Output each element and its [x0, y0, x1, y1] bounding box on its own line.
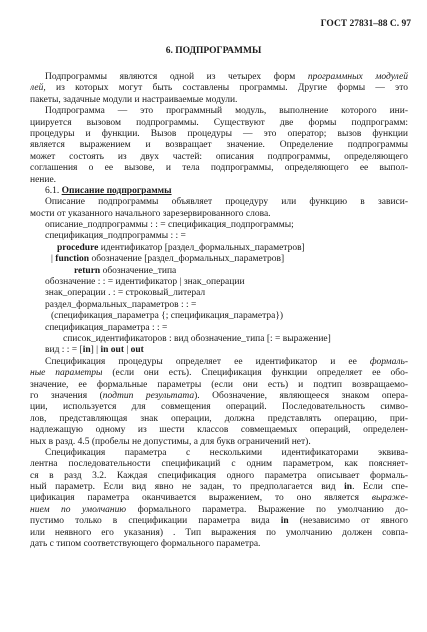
subsection-heading: 6.1. Описание подпрограммы: [45, 185, 172, 196]
paragraph-5-line: нием по умолчанию формального параметра. Выражение по умолчанию до-: [30, 504, 408, 515]
syntax-rule: список_идентификаторов : вид обозначение_типа [: = выражение]: [63, 333, 331, 344]
paragraph-4-line: ные параметры (если они есть). Спецификация функции определяет ее обо-: [30, 368, 408, 379]
paragraph-5-line: Спецификация параметра с несколькими идентификаторами эквива-: [45, 447, 408, 458]
paragraph-5-line: ся в разд 3.2. Каждая спецификация одного параметра описывает формаль-: [30, 470, 408, 481]
syntax-rule: знак_операции . : = строковый_литерал: [45, 288, 206, 299]
keyword: return: [74, 265, 101, 276]
paragraph-2-line: Подпрограмма — это программный модуль, выполнение которого ини-: [45, 106, 408, 117]
paragraph-5-line: лентна последовательности спецификаций с одним параметром, как поясняет-: [30, 459, 408, 470]
syntax-rule: обозначение : : = идентификатор | знак_операции: [45, 277, 245, 288]
paragraph-5-line: пустимо только в спецификации параметра вида in (независимо от явного: [30, 516, 408, 527]
paragraph-5-line: дать с типом соответствующего формального параметра.: [30, 539, 261, 550]
subsection-title: Описание подпрограммы: [61, 185, 172, 196]
paragraph-4-line: ции, используется для совмещения операций. Последовательность симво-: [30, 402, 408, 413]
paragraph-5-line: ный параметр. Если вид явно не задан, то предполагается вид in. Если спе-: [30, 482, 408, 493]
paragraph-2-line: соглашения о ее вызове, и тела подпрограммы, определяющего ее выпол-: [30, 163, 408, 174]
paragraph-5-line: цификация параметра оканчивается выражением, то оно является выраже-: [30, 493, 408, 504]
paragraph-4-line: значение, ее формальные параметры (если они есть) и подтип возвращаемо-: [30, 379, 408, 390]
paragraph-3-line: мости от указанного начального зарезервированного слова.: [30, 208, 271, 219]
page-header: ГОСТ 27831–88 С. 97: [320, 19, 411, 29]
syntax-rule: вид : : = [in] | in out | out: [45, 345, 144, 356]
paragraph-1-line: пакеты, задачные модули и настраиваемые модули.: [30, 94, 238, 105]
paragraph-2-line: циируется вызовом подпрограммы. Существуют две формы подпрограмм:: [30, 117, 408, 128]
paragraph-3-line: Описание подпрограммы объявляет процедуру или функцию в зависи-: [45, 197, 408, 208]
paragraph-1-line: Подпрограммы являются одной из четырех форм программных модулей: [45, 72, 408, 82]
paragraph-4-line: Спецификация процедуры определяет ее идентификатор и ее формаль-: [45, 356, 408, 367]
keyword: out: [130, 345, 144, 356]
paragraph-4-line: ных в разд. 4.5 (пробелы не допустимы, а для букв ограничений нет).: [30, 436, 311, 447]
keyword: in: [100, 345, 109, 356]
syntax-rule: procedure идентификатор [раздел_формальных_параметров]: [57, 242, 305, 253]
paragraph-1-line: лей, из которых могут быть составлены программы. Другие формы — это: [30, 83, 408, 94]
syntax-rule: описание_подпрограммы : : = спецификация_подпрограммы;: [45, 220, 294, 231]
paragraph-2-line: может состоять из двух частей: описания подпрограммы, определяющего: [30, 151, 408, 162]
keyword: in: [82, 345, 91, 356]
paragraph-4-line: лов, представляющая знак операции, должна представлять операцию, при-: [30, 413, 408, 424]
keyword: out: [110, 345, 124, 356]
syntax-rule: раздел_формальных_параметров : : =: [45, 299, 197, 310]
document-body: [30, 72, 408, 550]
syntax-rule: спецификация_параметра : : =: [45, 322, 168, 333]
paragraph-4-line: надлежащую одному из шести классов совмещаемых операций, определен-: [30, 425, 408, 436]
paragraph-2-line: нение.: [30, 174, 57, 185]
syntax-rule: (спецификация_параметра {; спецификация_параметра}): [51, 311, 284, 322]
syntax-rule: return обозначение_типа: [74, 265, 177, 276]
keyword: in: [344, 482, 353, 493]
syntax-rule: спецификация_подпрограммы : : =: [45, 231, 186, 242]
paragraph-5-line: или неявного его указания) . Тип выражения по умолчанию должен совпа-: [30, 527, 408, 538]
paragraph-4-line: го значения (подтип результата). Обозначение, являющееся знаком опера-: [30, 390, 408, 401]
section-title: 6. ПОДПРОГРАММЫ: [165, 46, 262, 56]
paragraph-2-line: является выражением и возвращает значение. Определение подпрограммы: [30, 140, 408, 151]
paragraph-2-line: процедуры и функции. Вызов процедуры — это оператор; вызов функции: [30, 128, 408, 139]
keyword: procedure: [57, 242, 99, 253]
keyword: in: [280, 516, 289, 527]
keyword: function: [55, 254, 90, 265]
syntax-rule: | function обозначение [раздел_формальных_параметров]: [51, 254, 285, 265]
